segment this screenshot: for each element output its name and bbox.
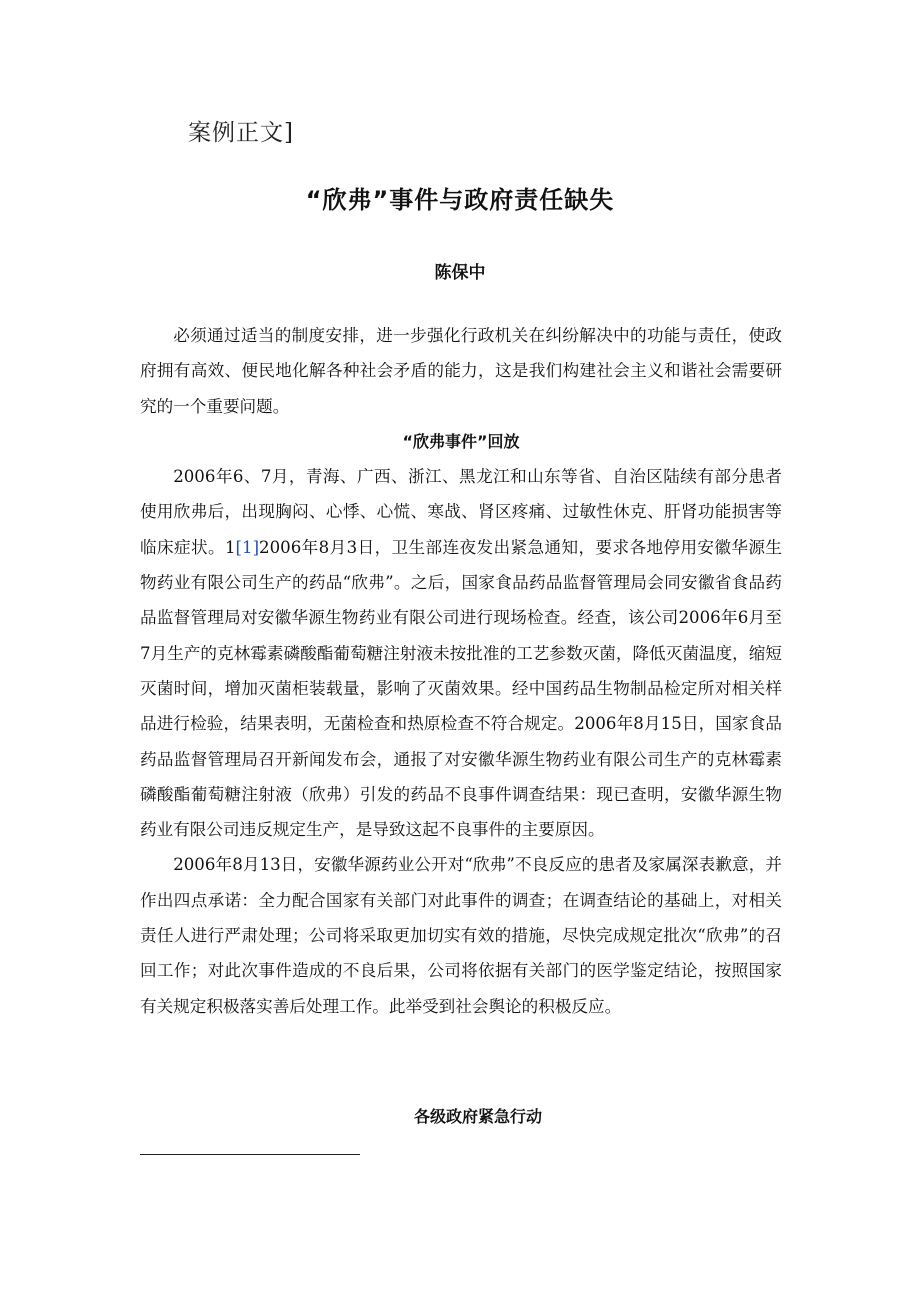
article-body xyxy=(140,318,782,1024)
footnote-separator xyxy=(140,1154,360,1155)
footnote-reference-link[interactable]: [1] xyxy=(235,537,260,557)
paragraph-company-response: 2006年8月13日，安徽华源药业公开对“欣弗”不良反应的患者及家属深表歉意，并作出四点承诺：全力配合国家有关部门对此事件的调查；在调查结论的基础上，对相关责任人进行严肃处理；公司将采取更加切实有效的措施，尽快完成规定批次“欣弗”的召回工作；对此次事件造成的不良后果，公司将依据有关部门的医学鉴定结论，按照国家有关规定积极落实善后处理工作。此举受到社会舆论的积极反应。 xyxy=(140,855,782,1016)
section-heading-replay: “欣弗事件”回放 xyxy=(402,431,520,451)
article-title: “欣弗”事件与政府责任缺失 xyxy=(305,186,615,214)
paragraph-incident-part2: 2006年8月3日，卫生部连夜发出紧急通知，要求各地停用安徽华源生物药业有限公司生产的药品“欣弗”。之后，国家食品药品监督管理局会同安徽省食品药品监督管理局对安徽华源生物药业有限公司进行现场检查。经查，该公司2006年6月至7月生产的克林霉素磷酸酯葡萄糖注射液未按批准的工艺参数灭菌，降低灭菌温度，缩短灭菌时间，增加灭菌柜装载量，影响了灭菌效果。经中国药品生物制品检定所对相关样品进行检验，结果表明，无菌检查和热原检查不符合规定。2006年8月15日，国家食品药品监督管理局召开新闻发布会，通报了对安徽华源生物药业有限公司生产的克林霉素磷酸酯葡萄糖注射液（欣弗）引发的药品不良事件调查结果：现已查明，安徽华源生物药业有限公司违反规定生产，是导致这起不良事件的主要原因。 xyxy=(140,537,783,840)
section-heading-government-action: 各级政府紧急行动 xyxy=(413,1107,542,1126)
case-label: 案例正文] xyxy=(188,120,294,146)
author-name: 陈保中 xyxy=(434,263,486,283)
paragraph-incident xyxy=(140,459,782,847)
intro-paragraph: 必须通过适当的制度安排，进一步强化行政机关在纠纷解决中的功能与责任，使政府拥有高效、便民地化解各种社会矛盾的能力，这是我们构建社会主义和谐社会需要研究的一个重要问题。 xyxy=(140,326,782,416)
paragraph-incident-part1: 2006年6、7月，青海、广西、浙江、黑龙江和山东等省、自治区陆续有部分患者使用欣弗后，出现胸闷、心悸、心慌、寒战、肾区疼痛、过敏性休克、肝肾功能损害等临床症状。1 xyxy=(140,467,782,557)
